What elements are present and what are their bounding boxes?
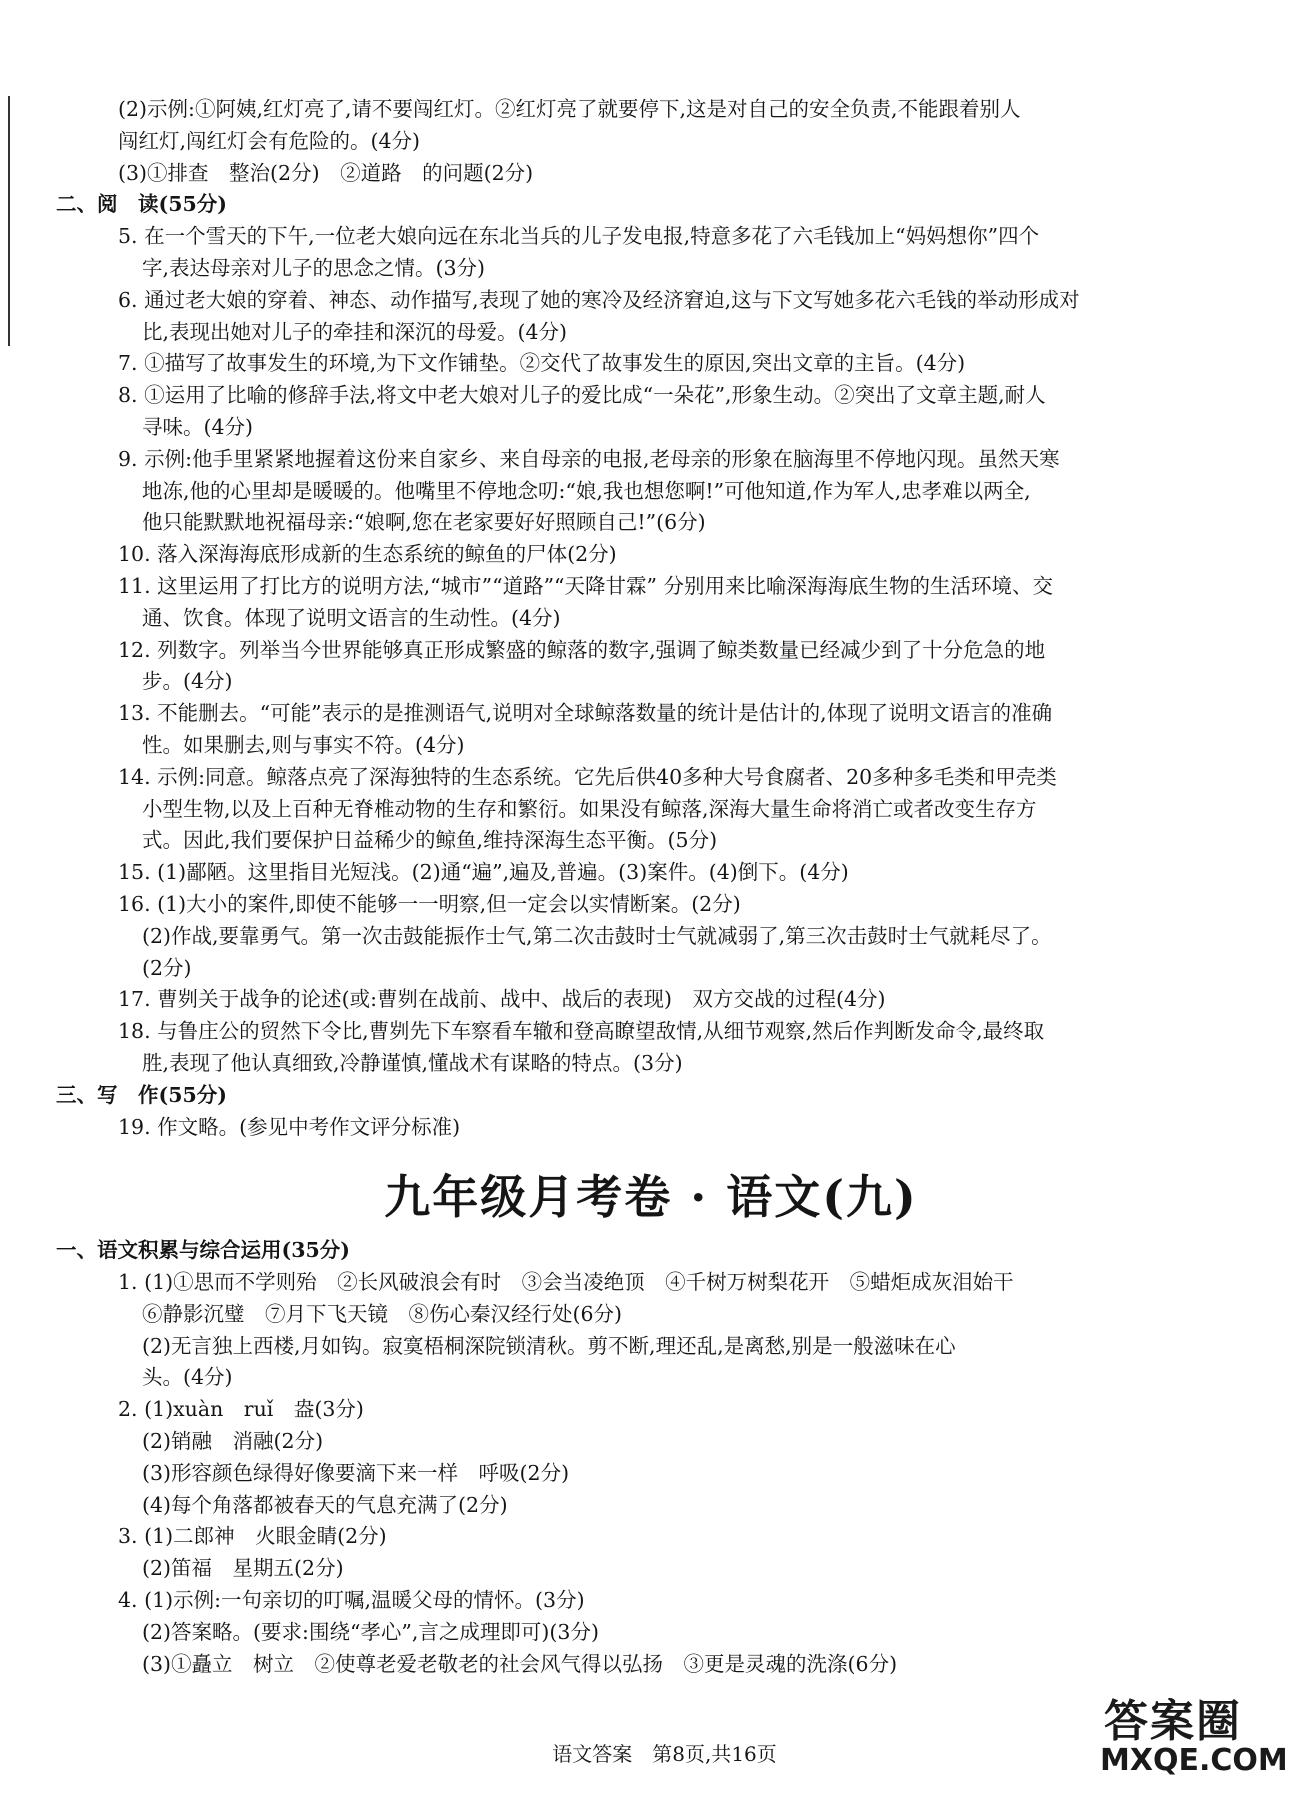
section-heading-reading: 二、阅 读(55分) xyxy=(56,192,227,217)
answer-line: 7. ①描写了故事发生的环境,为下文作铺垫。②交代了故事发生的原因,突出文章的主旨。(4分) xyxy=(118,351,966,376)
watermark-text: 答案圈 xyxy=(1104,1696,1242,1747)
answer-line: 19. 作文略。(参见中考作文评分标准) xyxy=(118,1114,461,1139)
answer-line: 6. 通过老大娘的穿着、神态、动作描写,表现了她的寒冷及经济窘迫,这与下文写她多花六毛钱的举动形成对 xyxy=(118,287,1080,312)
answer-line: (2)示例:①阿姨,红灯亮了,请不要闯红灯。②红灯亮了就要停下,这是对自己的安全负责,不能跟着别人 xyxy=(118,97,1021,121)
answer-line: 性。如果删去,则与事实不符。(4分) xyxy=(142,732,465,757)
answer-line: 地冻,他的心里却是暖暖的。他嘴里不停地念叨:“娘,我也想您啊!”可他知道,作为军人,忠孝难以两全, xyxy=(142,478,1031,503)
answer-line: 4. (1)示例:一句亲切的叮嘱,温暖父母的情怀。(3分) xyxy=(118,1588,585,1613)
answer-line: 11. 这里运用了打比方的说明方法,“城市”“道路”“天降甘霖” 分别用来比喻深海海底生物的生活环境、交 xyxy=(118,573,1054,598)
answer-line: 8. ①运用了比喻的修辞手法,将文中老大娘对儿子的爱比成“一朵花”,形象生动。②突出了文章主题,耐人 xyxy=(118,383,1046,408)
answer-line: (2)答案略。(要求:围绕“孝心”,言之成理即可)(3分) xyxy=(142,1619,599,1644)
answer-line: (2)无言独上西楼,月如钩。寂寞梧桐深院锁清秋。剪不断,理还乱,是离愁,别是一般滋味在心 xyxy=(142,1333,956,1358)
answer-line: 18. 与鲁庄公的贸然下令比,曹刿先下车察看车辙和登高瞭望敌情,从细节观察,然后作判断发命令,最终取 xyxy=(118,1019,1045,1044)
reading-answers xyxy=(56,221,1126,1080)
answer-line: (2)销融 消融(2分) xyxy=(142,1429,324,1454)
answer-line: 字,表达母亲对儿子的思念之情。(3分) xyxy=(142,255,486,280)
answer-line: 步。(4分) xyxy=(142,669,233,694)
answer-line: (2)作战,要靠勇气。第一次击鼓能振作士气,第二次击鼓时士气就减弱了,第三次击鼓时士气就耗尽了。 xyxy=(142,923,1052,948)
answer-line: 2. (1)xuàn ruǐ 盎(3分) xyxy=(118,1397,364,1422)
writing-answers xyxy=(56,1112,1126,1144)
answer-line: 1. (1)①思而不学则殆 ②长风破浪会有时 ③会当凌绝顶 ④千树万树梨花开 ⑤蜡炬成灰泪始干 xyxy=(118,1270,1014,1295)
answer-line: 15. (1)鄙陋。这里指目光短浅。(2)通“遍”,遍及,普遍。(3)案件。(4)倒下。(4分) xyxy=(118,860,849,885)
answer-line: 头。(4分) xyxy=(142,1365,233,1390)
answer-line: 3. (1)二郎神 火眼金睛(2分) xyxy=(118,1524,387,1549)
answer-line: (2分) xyxy=(142,955,192,980)
page-footer: 语文答案 第8页,共16页 xyxy=(552,1742,777,1766)
answer-line: 闯红灯,闯红灯会有危险的。(4分) xyxy=(118,128,421,153)
answer-line: (3)①矗立 树立 ②使尊老爱老敬老的社会风气得以弘扬 ③更是灵魂的洗涤(6分) xyxy=(142,1651,898,1676)
binding-margin-line xyxy=(8,96,10,346)
answer-line: ⑥静影沉璧 ⑦月下飞天镜 ⑧伤心秦汉经行处(6分) xyxy=(142,1301,623,1326)
answer-line: (3)形容颜色绿得好像要滴下来一样 呼吸(2分) xyxy=(142,1460,570,1485)
watermark-url: MXQE.COM xyxy=(1100,1743,1288,1778)
answer-line: 胜,表现了他认真细致,冷静谨慎,懂战术有谋略的特点。(3分) xyxy=(142,1050,683,1075)
section-heading-accumulation: 一、语文积累与综合运用(35分) xyxy=(56,1238,350,1263)
answer-line: (2)笛福 星期五(2分) xyxy=(142,1556,344,1581)
answer-line: 寻味。(4分) xyxy=(142,414,254,439)
accumulation-answers xyxy=(56,1267,1126,1680)
answer-line: 5. 在一个雪天的下午,一位老大娘向远在东北当兵的儿子发电报,特意多花了六毛钱加上“妈妈想你”四个 xyxy=(118,224,1040,249)
answer-line: 比,表现出她对儿子的牵挂和深沉的母爱。(4分) xyxy=(142,319,568,344)
answer-line: 他只能默默地祝福母亲:“娘啊,您在老家要好好照顾自己!”(6分) xyxy=(142,510,706,535)
answer-line: 小型生物,以及上百种无脊椎动物的生存和繁衍。如果没有鲸落,深海大量生命将消亡或者改变生存方 xyxy=(142,796,1037,821)
answer-line: 10. 落入深海海底形成新的生态系统的鲸鱼的尸体(2分) xyxy=(118,542,617,567)
answer-line: 17. 曹刿关于战争的论述(或:曹刿在战前、战中、战后的表现) 双方交战的过程(4分) xyxy=(118,987,886,1012)
answer-line: 14. 示例:同意。鲸落点亮了深海独特的生态系统。它先后供40多种大号食腐者、20多种多毛类和甲壳类 xyxy=(118,764,1057,789)
exam-title: 九年级月考卷 · 语文(九) xyxy=(384,1170,918,1225)
answer-content xyxy=(56,94,1126,1680)
continued-answers xyxy=(56,94,1126,189)
answer-line: 通、饮食。体现了说明文语言的生动性。(4分) xyxy=(142,605,561,630)
answer-line: 12. 列数字。列举当今世界能够真正形成繁盛的鲸落的数字,强调了鲸类数量已经减少到了十分危急的地 xyxy=(118,637,1046,662)
watermark-logo xyxy=(1090,1685,1288,1795)
section-heading-writing: 三、写 作(55分) xyxy=(56,1082,227,1107)
answer-line: 9. 示例:他手里紧紧地握着这份来自家乡、来自母亲的电报,老母亲的形象在脑海里不停地闪现。虽然天寒 xyxy=(118,446,1060,471)
answer-line: 13. 不能删去。“可能”表示的是推测语气,说明对全球鲸落数量的统计是估计的,体现了说明文语言的准确 xyxy=(118,701,1053,726)
answer-line: (3)①排查 整治(2分) ②道路 的问题(2分) xyxy=(118,160,534,185)
answer-line: 式。因此,我们要保护日益稀少的鲸鱼,维持深海生态平衡。(5分) xyxy=(142,828,718,853)
answer-line: 16. (1)大小的案件,即使不能够一一明察,但一定会以实情断案。(2分) xyxy=(118,891,741,916)
answer-line: (4)每个角落都被春天的气息充满了(2分) xyxy=(142,1492,508,1517)
